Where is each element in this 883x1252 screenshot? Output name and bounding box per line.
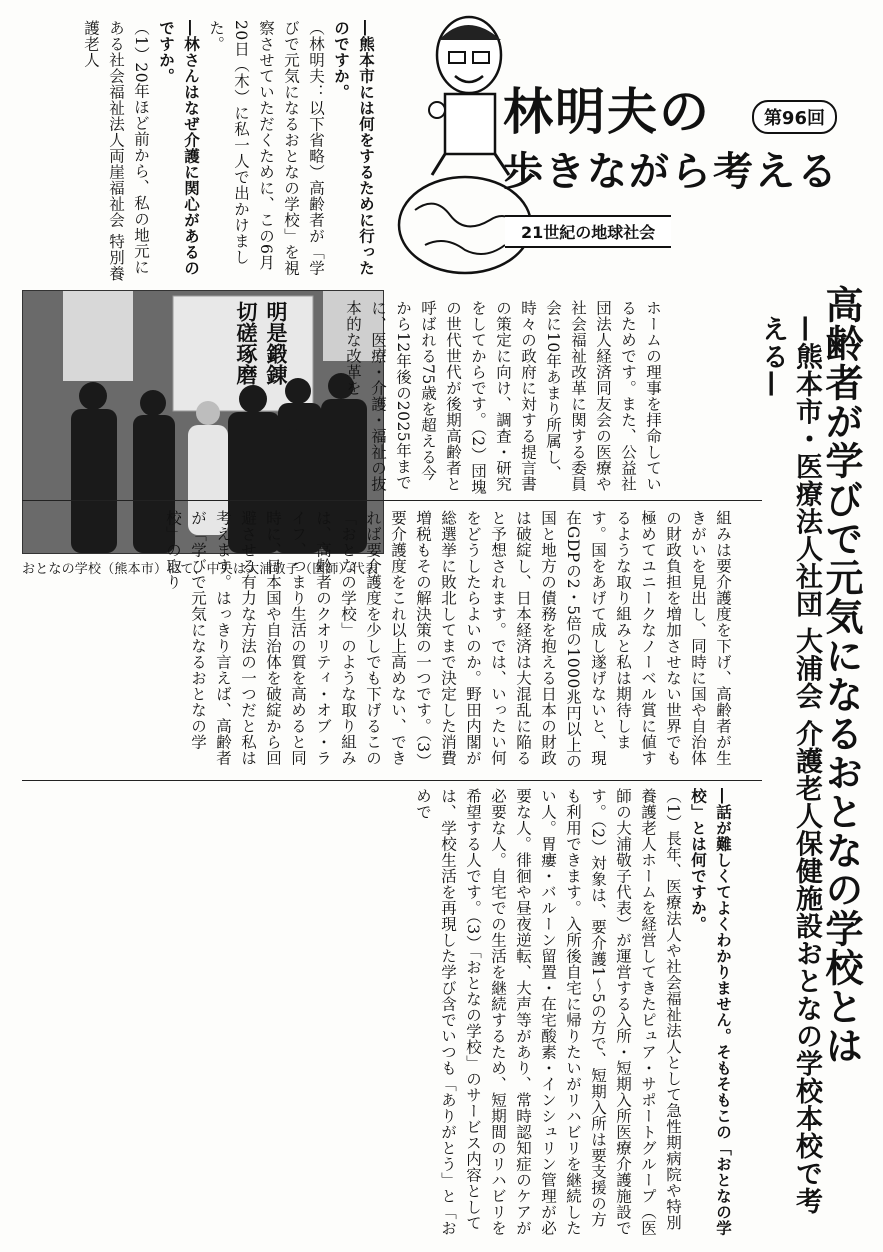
question-2: ―林さんはなぜ介護に関心があるのですか。 xyxy=(157,20,200,276)
middle-article-block xyxy=(22,510,735,772)
separator-bottom xyxy=(22,780,762,781)
issue-number-badge: 第96回 xyxy=(752,100,837,134)
series-title-line2: 歩きながら考える xyxy=(503,149,839,195)
separator-middle xyxy=(22,500,762,501)
photo-sign-line2: 切磋琢磨 xyxy=(234,301,259,385)
series-title-line1: 林明夫の xyxy=(503,83,711,141)
series-logo xyxy=(395,10,865,280)
answer-1: （林明夫：以下省略）高齢者が「学びで元気になるおとなの学校」を視察させていただくために、この6月20日（木）に私一人で出かけました。 xyxy=(207,20,325,276)
article-headline: 高齢者が学びで元気になるおとなの学校とは xyxy=(819,285,863,1065)
answer-2: （1）20年ほど前から、私の地元にある社会福祉法人両崖福祉会 特別養護老人 xyxy=(82,20,150,282)
bottom-article-block xyxy=(22,788,735,1236)
upper-right-article-block xyxy=(340,300,665,495)
question-1: ―熊本市には何をするために行ったのですか。 xyxy=(332,20,375,276)
article-subheadline: —熊本市・医療法人社団 大浦会 介護老人保健施設おとなの学校本校で考える— xyxy=(757,315,822,1215)
middle-text: 組みは要介護度を下げ、高齢者が生きがいを見出し、同時に国や自治体の財政負担を増加させない世界でも極めてユニークなノーベル賞に値するような取り組みと私は期待します。国をあげて成し遂げないと、現在GDPの2・5倍の1000兆円以上の国と地方の債務を抱える日本の財政は破綻し、日本経済は大混乱に陥ると予想されます。では、いったい何をどうしたらよいのか。野田内閣が総選挙に敗北してまで決定した消費増税もその解決策の一つです。（3）要介護度をこれ以上高めない、できれば要介護度を少しでも下げるこの「おとなの学校」のような取り組みは、高齢者のクオリティ・オブ・ライフ、つまり生活の質を高めると同時に、日本国や自治体を破綻から回避させる有力な方法の一つだと私は考えます。はっきり言えば、高齢者が「学びで元気になるおとなの学校」の取り xyxy=(164,510,732,769)
upper-right-text: ホームの理事を拝命しているためです。また、公益社団法人経済同友会の医療や社会福祉改革に関する委員会に10年あまり所属し、時々の政府に対する提言書の策定に向け、調査・研究をしてからです。（2）団塊の世代世代が後期高齢者と呼ばれる75歳を超える今から12年後の2025年までに、医療・介護・福祉の抜本的な改革を xyxy=(344,300,662,495)
answer-3: （1）長年、医療法人や社会福祉法人として急性期病院や特別養護老人ホームを経営してきたピュア・サポートグループ（医師の大浦敬子代表）が運営する入所・短期入所医療介護施設です。（2）対象は、要介護1～5の方で、短期入所は要支援の方も利用できます。入所後自宅に帰りたいがリハビリを継続したい人。胃瘻・バルーン留置・在宅酸素・インシュリン管理が必要な人。徘徊や昼夜逆転、大声等があり、常時認知症のケアが必要な人。自宅での生活を継続するため、短期間のリハビリを希望する人です。（3）「おとなの学校」のサービス内容としては、学校生活を再現した学び含でいつも「ありがとう」と「おめで xyxy=(414,788,682,1236)
photo-sign-line1: 明是鍛錬 xyxy=(264,301,289,385)
series-tagline: 21世紀の地球社会 xyxy=(505,215,671,248)
photo-caption: おとなの学校（熊本市）にて、中央は大浦敬子（医師）代表 xyxy=(22,562,379,577)
question-3: ―話が難しくてよくわかりません。そもそもこの「おとなの学校」とは何ですか。 xyxy=(689,788,732,1236)
top-left-article-block xyxy=(8,20,378,282)
